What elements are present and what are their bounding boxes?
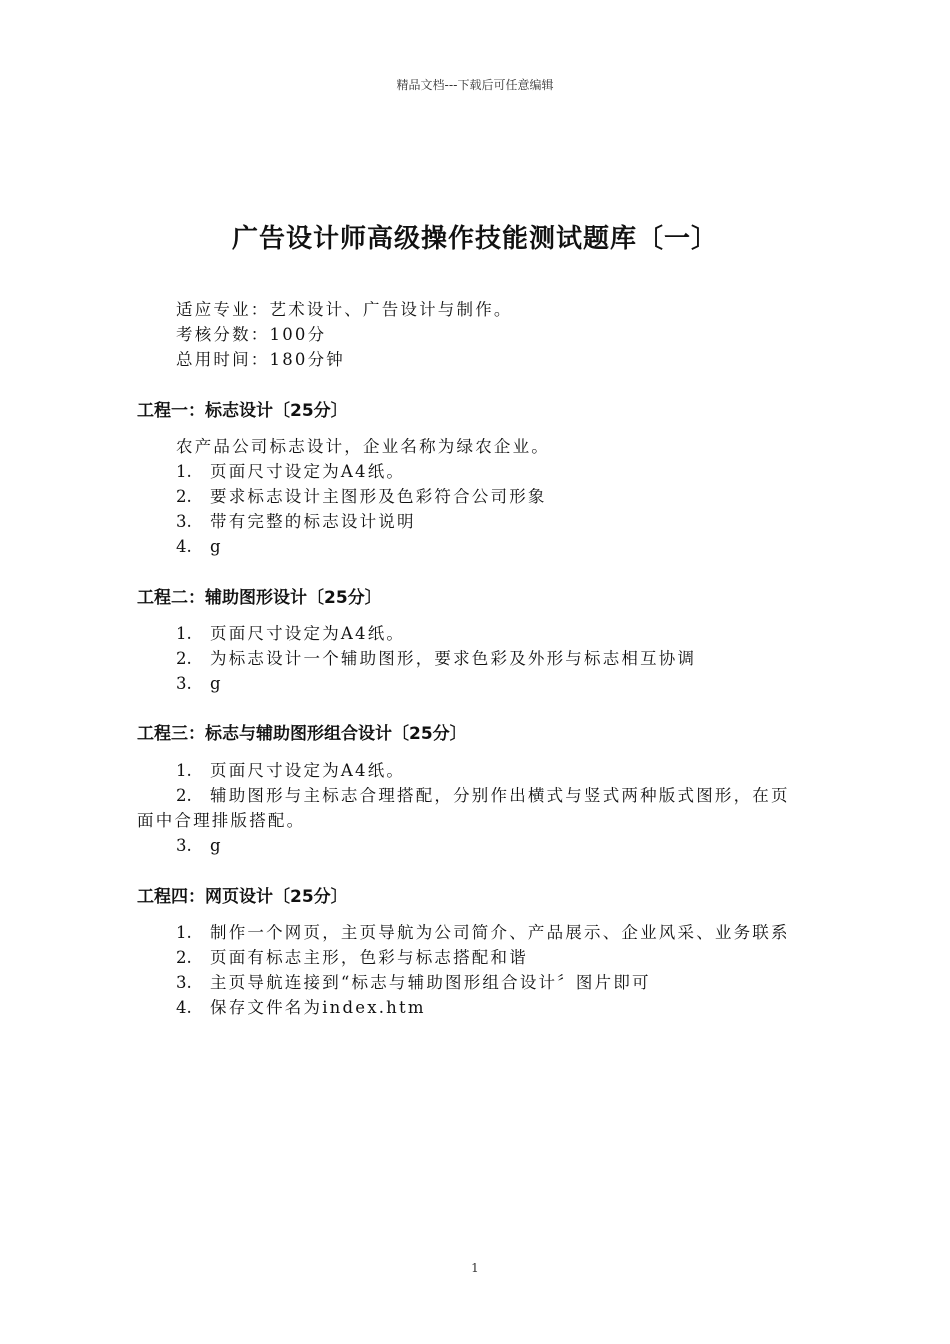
item-number: 3. <box>176 973 192 992</box>
item-number: 1. <box>176 462 192 481</box>
item-text: g <box>210 836 223 855</box>
list-item <box>176 622 405 646</box>
meta-time: 总用时间：180分钟 <box>176 350 345 369</box>
meta-major: 适应专业：艺术设计、广告设计与制作。 <box>176 300 513 319</box>
item-number: 2. <box>176 487 192 506</box>
document-title: 广告设计师高级操作技能测试题库〔一〕 <box>231 224 718 254</box>
section-4-heading: 工程四：网页设计〔25分〕 <box>137 887 348 907</box>
item-text: 辅助图形与主标志合理搭配，分别作出横式与竖式两种版式图形，在页 <box>210 786 790 805</box>
item-text: 页面尺寸设定为A4纸。 <box>210 624 406 643</box>
item-text: 要求标志设计主图形及色彩符合公司形象 <box>210 487 547 506</box>
list-item <box>176 460 405 484</box>
section-1-heading: 工程一：标志设计〔25分〕 <box>137 401 348 421</box>
list-item <box>176 510 416 534</box>
item-number: 3. <box>176 674 192 693</box>
item-text-continuation: 面中合理排版搭配。 <box>137 811 306 830</box>
item-text: g <box>210 674 223 693</box>
list-item <box>176 784 790 808</box>
section-2-heading: 工程二：辅助图形设计〔25分〕 <box>137 588 382 608</box>
item-number: 3. <box>176 836 192 855</box>
list-item <box>176 834 223 858</box>
item-text: 页面有标志主形，色彩与标志搭配和谐 <box>210 948 528 967</box>
item-number: 4. <box>176 998 192 1017</box>
item-text: 主页导航连接到“标志与辅助图形组合设计〞图片即可 <box>210 973 651 992</box>
list-item <box>176 946 528 970</box>
list-item <box>176 971 651 995</box>
item-number: 2. <box>176 786 192 805</box>
item-text: g <box>210 537 223 556</box>
meta-score: 考核分数：100分 <box>176 325 327 344</box>
item-number: 4. <box>176 537 192 556</box>
item-text: 带有完整的标志设计说明 <box>210 512 416 531</box>
item-text: 为标志设计一个辅助图形，要求色彩及外形与标志相互协调 <box>210 649 697 668</box>
item-number: 1. <box>176 923 192 942</box>
item-text: 页面尺寸设定为A4纸。 <box>210 761 406 780</box>
item-number: 2. <box>176 649 192 668</box>
list-item <box>176 759 405 783</box>
list-item <box>176 996 426 1020</box>
list-item <box>176 647 696 671</box>
item-text: 页面尺寸设定为A4纸。 <box>210 462 406 481</box>
list-item <box>176 672 223 696</box>
section-1-intro: 农产品公司标志设计，企业名称为绿农企业。 <box>176 437 550 456</box>
header-note: 精品文档---下载后可任意编辑 <box>396 78 554 92</box>
list-item <box>176 535 223 559</box>
item-text: 保存文件名为index.htm <box>210 998 426 1017</box>
list-item <box>176 921 790 945</box>
page-number: 1 <box>471 1261 479 1275</box>
item-number: 1. <box>176 624 192 643</box>
item-number: 1. <box>176 761 192 780</box>
section-3-heading: 工程三：标志与辅助图形组合设计〔25分〕 <box>137 724 467 744</box>
item-number: 3. <box>176 512 192 531</box>
item-text: 制作一个网页，主页导航为公司简介、产品展示、企业风采、业务联系 <box>210 923 790 942</box>
item-number: 2. <box>176 948 192 967</box>
list-item <box>176 485 547 509</box>
